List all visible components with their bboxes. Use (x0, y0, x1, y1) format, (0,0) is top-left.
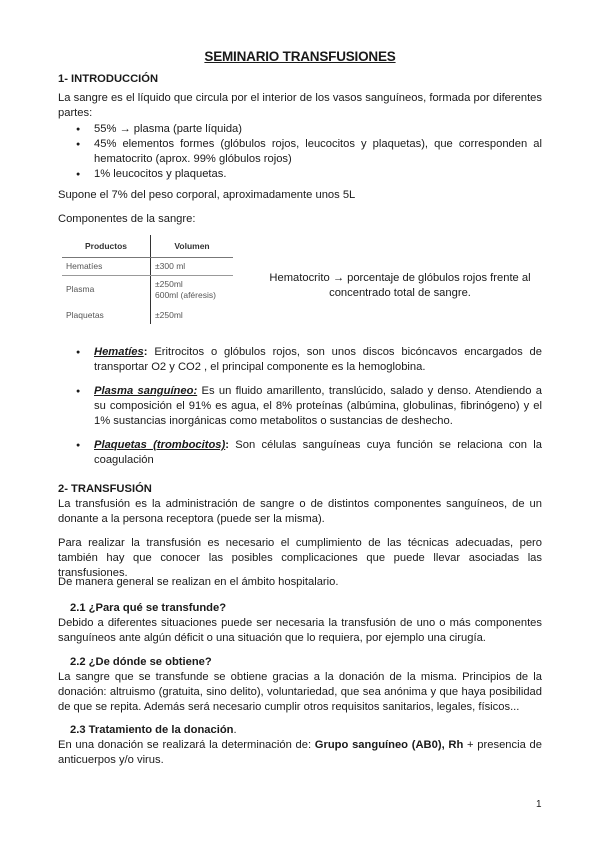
hematocrito-note: Hematocrito → porcentaje de glóbulos rojos frente al concentrado total de sangre. (269, 272, 531, 299)
list-item (76, 438, 542, 468)
table-cell: Plasma (62, 276, 151, 305)
table-cell (151, 276, 234, 305)
transfusion-paragraph-3: De manera general se realizan en el ámbito hospitalario. (58, 576, 339, 588)
transfusion-paragraph-1: La transfusión es la administración de sangre o de distintos componentes sanguíneos, de un donante a la persona receptora (puede ser la misma). (58, 498, 542, 525)
subsection-text-de-donde: La sangre que se transfunde se obtiene gracias a la donación de la misma. Principios de la donación: altruismo (gratuita, sino delito), voluntariedad, que sea anónima y que haya posibilidad de que se repita. Además será necesario cumplir otros requisitos sanitarios, legales, físicos... (58, 671, 542, 713)
subsection-heading-tratamiento (70, 723, 237, 738)
transfusion-paragraph-2: Para realizar la transfusión es necesario el cumplimiento de las técnicas adecuadas, pero también hay que conocer las posibles complicaciones que puede llevar asociadas las transfusiones. (58, 537, 542, 579)
heading-period: . (233, 724, 237, 736)
section-heading-introduccion: 1- INTRODUCCIÓN (58, 73, 159, 85)
list-item: ● 1% leucocitos y plaquetas. (76, 167, 542, 182)
subsection-heading-de-donde: 2.2 ¿De dónde se obtiene? (70, 656, 212, 668)
term-separator: : (143, 346, 148, 358)
table-cell: ±250ml (155, 310, 183, 320)
table-row (62, 258, 233, 276)
text-segment: En una donación se realizará la determinación de: (58, 739, 315, 751)
page-number: 1 (536, 799, 542, 810)
list-item (76, 384, 542, 429)
term-separator: : (225, 439, 229, 451)
table-header: Productos (62, 235, 151, 258)
volume-note: Supone el 7% del peso corporal, aproximadamente unos 5L (58, 189, 356, 201)
components-table (62, 235, 233, 324)
table-cell: ±300 ml (151, 258, 234, 276)
subsection-text-tratamiento (58, 738, 542, 768)
term-label: Plaquetas (trombocitos) (94, 439, 226, 451)
text-segment: + presencia de anticuerpos y/o virus. (58, 739, 542, 766)
components-label: Componentes de la sangre: (58, 213, 196, 225)
term-label: Hematíes (94, 346, 144, 358)
term-text: Es un fluido amarillento, translúcido, salado y denso. Atendiendo a su composición el 91% es agua, el 8% proteínas (albúmina, globulinas, fibrinógeno) y el 1% sustancias inorgánicas como metabolitos o sustancias de deshecho. (94, 385, 542, 427)
table-header-row (62, 235, 233, 258)
table-header: Volumen (151, 235, 234, 258)
subsection-text-para-que: Debido a diferentes situaciones puede ser necesaria la transfusión de uno o más componentes sanguíneos ante algún déficit o una situación que lo requiera, por ejemplo una cirugía. (58, 617, 542, 644)
intro-paragraph: La sangre es el líquido que circula por el interior de los vasos sanguíneos, formada por diferentes partes: (58, 92, 542, 119)
table-row (62, 304, 233, 324)
heading-text: 2.3 Tratamiento de la donación (70, 724, 234, 736)
table-cell-line: ±250ml (155, 279, 183, 289)
table-row (62, 276, 233, 305)
document-title: SEMINARIO TRANSFUSIONES (204, 49, 396, 64)
table-cell-line: 600ml (aféresis) (155, 290, 216, 300)
term-text: Eritrocitos o glóbulos rojos, son unos discos bicóncavos encargados de transportar O2 y CO2 , el principal componente es la hemoglobina. (94, 346, 542, 373)
table-cell: Hematíes (62, 258, 151, 276)
table-cell: Plaquetas (62, 304, 151, 324)
list-item (76, 345, 542, 375)
blood-parts-list (76, 122, 542, 182)
term-text: Son células sanguíneas cuya función se relaciona con la coagulación (94, 439, 542, 466)
section-heading-transfusion: 2- TRANSFUSIÓN (58, 483, 152, 495)
list-item: ● 55% → plasma (parte líquida) (76, 122, 542, 137)
components-list (76, 345, 542, 477)
subsection-heading-para-que: 2.1 ¿Para qué se transfunde? (70, 602, 227, 614)
term-label: Plasma sanguíneo: (94, 385, 198, 397)
list-item: ● 45% elementos formes (glóbulos rojos, leucocitos y plaquetas), que corresponden al hematocrito (aprox. 99% glóbulos rojos) (76, 137, 542, 167)
text-bold-segment: Grupo sanguíneo (AB0), Rh (314, 739, 464, 751)
